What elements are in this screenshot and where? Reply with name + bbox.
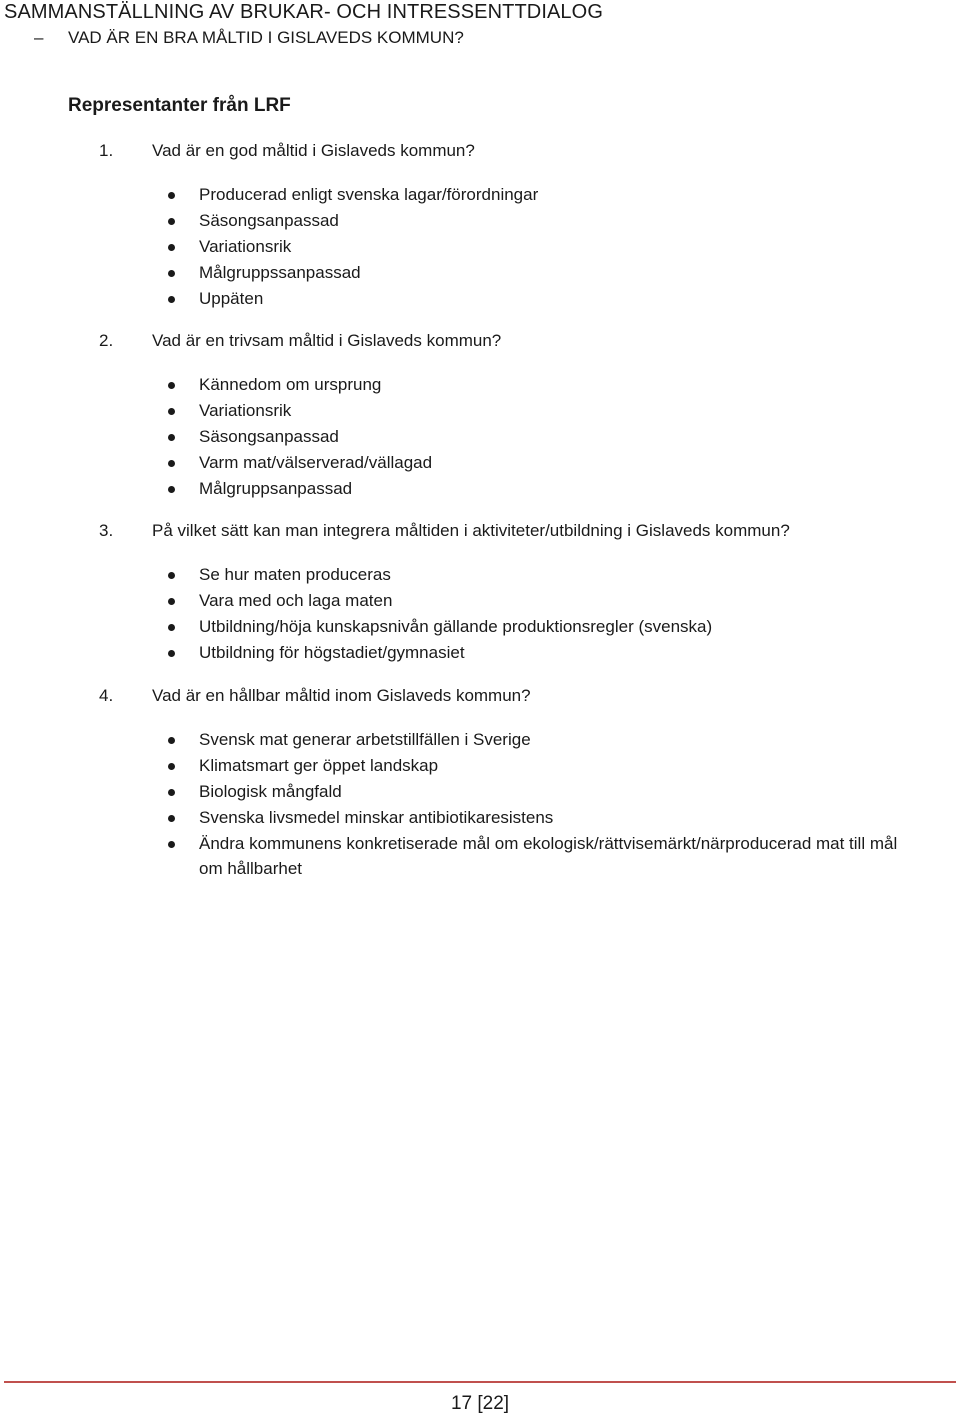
question-2	[99, 330, 501, 352]
question-number: 3.	[99, 521, 114, 540]
list-item: Ändra kommunens konkretiserade mål om ekologisk/rättvisemärkt/närproducerad mat till mål om hållbarhet	[166, 831, 899, 881]
question-4	[99, 685, 531, 707]
bullet-icon	[168, 650, 175, 657]
list-item: Kännedom om ursprung	[166, 372, 432, 398]
bullet-icon	[168, 841, 175, 848]
list-item: Producerad enligt svenska lagar/förordningar	[166, 182, 538, 208]
bullet-icon	[168, 408, 175, 415]
list-item: Varm mat/välserverad/vällagad	[166, 450, 432, 476]
bullet-icon	[168, 382, 175, 389]
document-header-title: SAMMANSTÄLLNING AV BRUKAR- OCH INTRESSENTTDIALOG	[4, 1, 603, 23]
list-item: Variationsrik	[166, 234, 538, 260]
bullet-icon	[168, 460, 175, 467]
question-number: 4.	[99, 686, 114, 705]
bullet-icon	[168, 218, 175, 225]
bullet-icon	[168, 598, 175, 605]
header-dash: –	[34, 28, 44, 47]
question-1	[99, 140, 475, 162]
bullet-icon	[168, 486, 175, 493]
list-item: Se hur maten produceras	[166, 562, 712, 588]
header-subtitle-text: VAD ÄR EN BRA MÅLTID I GISLAVEDS KOMMUN?	[68, 28, 464, 47]
question-3	[99, 520, 790, 542]
question-3-answers	[166, 562, 712, 666]
bullet-icon	[168, 270, 175, 277]
document-header-subtitle	[34, 27, 464, 49]
list-item: Målgruppsanpassad	[166, 476, 432, 502]
list-item: Utbildning/höja kunskapsnivån gällande produktionsregler (svenska)	[166, 614, 712, 640]
list-item: Målgruppssanpassad	[166, 260, 538, 286]
bullet-icon	[168, 244, 175, 251]
bullet-icon	[168, 296, 175, 303]
question-number: 1.	[99, 141, 114, 160]
list-item: Biologisk mångfald	[166, 779, 899, 805]
list-item: Säsongsanpassad	[166, 208, 538, 234]
bullet-icon	[168, 572, 175, 579]
list-item: Utbildning för högstadiet/gymnasiet	[166, 640, 712, 666]
bullet-icon	[168, 789, 175, 796]
question-text: Vad är en trivsam måltid i Gislaveds kommun?	[152, 331, 502, 350]
question-2-answers	[166, 372, 432, 502]
footer-divider	[4, 1381, 956, 1383]
question-text: Vad är en god måltid i Gislaveds kommun?	[152, 141, 475, 160]
bullet-icon	[168, 737, 175, 744]
list-item: Svenska livsmedel minskar antibiotikaresistens	[166, 805, 899, 831]
list-item: Svensk mat generar arbetstillfällen i Sverige	[166, 727, 899, 753]
bullet-icon	[168, 763, 175, 770]
question-1-answers	[166, 182, 538, 312]
list-item: Vara med och laga maten	[166, 588, 712, 614]
question-4-answers	[166, 727, 899, 881]
question-text: Vad är en hållbar måltid inom Gislaveds kommun?	[152, 686, 531, 705]
list-item: Säsongsanpassad	[166, 424, 432, 450]
page-number: 17 [22]	[450, 1393, 510, 1414]
list-item: Variationsrik	[166, 398, 432, 424]
bullet-icon	[168, 815, 175, 822]
list-item: Klimatsmart ger öppet landskap	[166, 753, 899, 779]
question-number: 2.	[99, 331, 114, 350]
question-text: På vilket sätt kan man integrera måltiden i aktiviteter/utbildning i Gislaveds kommun?	[152, 521, 790, 540]
section-heading: Representanter från LRF	[68, 95, 291, 116]
bullet-icon	[168, 434, 175, 441]
list-item: Uppäten	[166, 286, 538, 312]
bullet-icon	[168, 624, 175, 631]
bullet-icon	[168, 192, 175, 199]
